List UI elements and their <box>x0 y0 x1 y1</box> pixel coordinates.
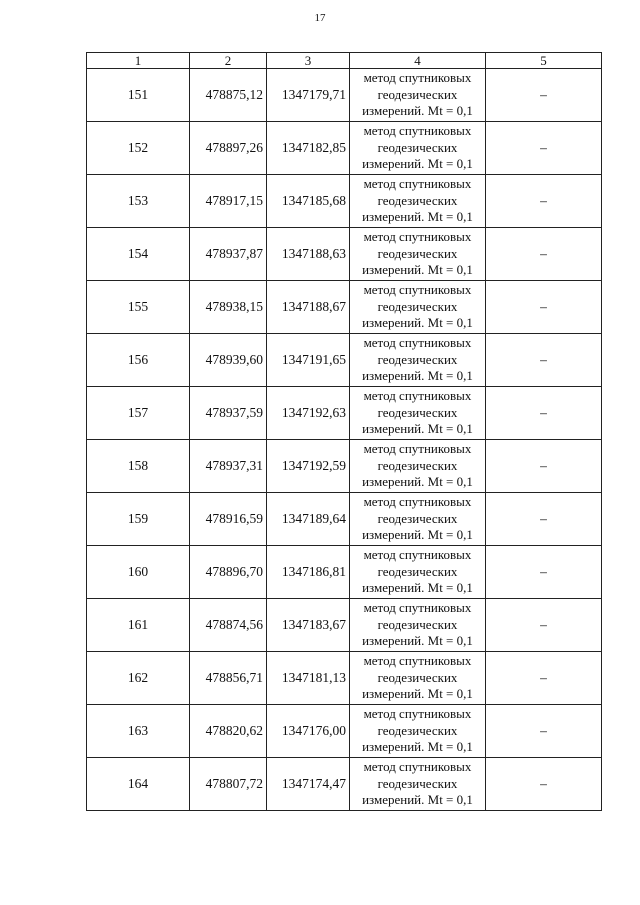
table-row <box>87 546 602 599</box>
note-cell: – <box>486 652 602 705</box>
coordinate-y: 1347192,59 <box>267 440 350 493</box>
point-number: 161 <box>87 599 190 652</box>
table-body <box>87 69 602 811</box>
note-cell: – <box>486 705 602 758</box>
coordinate-y: 1347182,85 <box>267 122 350 175</box>
method-line: измерений. Mt = 0,1 <box>362 527 473 543</box>
method-description <box>350 758 486 811</box>
point-number: 158 <box>87 440 190 493</box>
method-line: метод спутниковых <box>363 706 472 722</box>
coordinate-y: 1347186,81 <box>267 546 350 599</box>
method-line: измерений. Mt = 0,1 <box>362 792 473 808</box>
note-cell: – <box>486 440 602 493</box>
method-line: метод спутниковых <box>363 229 472 245</box>
coordinate-x: 478897,26 <box>190 122 267 175</box>
method-description <box>350 122 486 175</box>
method-description <box>350 546 486 599</box>
method-description <box>350 281 486 334</box>
note-cell: – <box>486 122 602 175</box>
method-line: метод спутниковых <box>363 70 472 86</box>
method-line: метод спутниковых <box>363 441 472 457</box>
method-line: геодезических <box>377 457 458 473</box>
coordinate-y: 1347191,65 <box>267 334 350 387</box>
coordinate-y: 1347188,67 <box>267 281 350 334</box>
method-line: геодезических <box>377 722 458 738</box>
method-line: измерений. Mt = 0,1 <box>362 421 473 437</box>
method-description <box>350 493 486 546</box>
coordinate-x: 478874,56 <box>190 599 267 652</box>
header-col-2: 2 <box>190 53 267 69</box>
table-row <box>87 599 602 652</box>
method-line: геодезических <box>377 351 458 367</box>
table-row <box>87 493 602 546</box>
table-row <box>87 705 602 758</box>
method-description <box>350 440 486 493</box>
method-line: геодезических <box>377 616 458 632</box>
point-number: 156 <box>87 334 190 387</box>
table-row <box>87 228 602 281</box>
method-description <box>350 652 486 705</box>
method-line: метод спутниковых <box>363 494 472 510</box>
point-number: 162 <box>87 652 190 705</box>
method-line: геодезических <box>377 404 458 420</box>
method-description <box>350 599 486 652</box>
method-line: геодезических <box>377 510 458 526</box>
coordinate-x: 478937,87 <box>190 228 267 281</box>
method-line: метод спутниковых <box>363 547 472 563</box>
coordinate-y: 1347189,64 <box>267 493 350 546</box>
table-row <box>87 440 602 493</box>
method-line: измерений. Mt = 0,1 <box>362 686 473 702</box>
method-line: измерений. Mt = 0,1 <box>362 209 473 225</box>
coordinate-y: 1347181,13 <box>267 652 350 705</box>
coordinate-x: 478916,59 <box>190 493 267 546</box>
method-line: измерений. Mt = 0,1 <box>362 474 473 490</box>
page-number: 17 <box>314 12 326 24</box>
method-line: геодезических <box>377 245 458 261</box>
method-description <box>350 69 486 122</box>
note-cell: – <box>486 493 602 546</box>
point-number: 159 <box>87 493 190 546</box>
table-row <box>87 758 602 811</box>
point-number: 163 <box>87 705 190 758</box>
method-line: измерений. Mt = 0,1 <box>362 739 473 755</box>
point-number: 154 <box>87 228 190 281</box>
method-line: метод спутниковых <box>363 759 472 775</box>
coordinate-x: 478820,62 <box>190 705 267 758</box>
coordinate-x: 478938,15 <box>190 281 267 334</box>
method-description <box>350 175 486 228</box>
coordinate-y: 1347185,68 <box>267 175 350 228</box>
point-number: 151 <box>87 69 190 122</box>
method-line: геодезических <box>377 563 458 579</box>
note-cell: – <box>486 599 602 652</box>
method-description <box>350 334 486 387</box>
note-cell: – <box>486 387 602 440</box>
method-line: геодезических <box>377 298 458 314</box>
table-row <box>87 281 602 334</box>
table-row <box>87 69 602 122</box>
method-line: метод спутниковых <box>363 123 472 139</box>
point-number: 152 <box>87 122 190 175</box>
note-cell: – <box>486 281 602 334</box>
coordinate-y: 1347179,71 <box>267 69 350 122</box>
point-number: 153 <box>87 175 190 228</box>
method-line: геодезических <box>377 139 458 155</box>
method-line: измерений. Mt = 0,1 <box>362 580 473 596</box>
method-line: измерений. Mt = 0,1 <box>362 262 473 278</box>
table-header-row <box>87 53 602 69</box>
point-number: 155 <box>87 281 190 334</box>
coordinate-x: 478939,60 <box>190 334 267 387</box>
header-col-4: 4 <box>350 53 486 69</box>
method-line: геодезических <box>377 669 458 685</box>
method-line: измерений. Mt = 0,1 <box>362 368 473 384</box>
note-cell: – <box>486 758 602 811</box>
method-line: измерений. Mt = 0,1 <box>362 315 473 331</box>
coordinate-y: 1347176,00 <box>267 705 350 758</box>
point-number: 157 <box>87 387 190 440</box>
coordinate-x: 478937,31 <box>190 440 267 493</box>
method-line: измерений. Mt = 0,1 <box>362 103 473 119</box>
table-row <box>87 652 602 705</box>
point-number: 164 <box>87 758 190 811</box>
method-line: метод спутниковых <box>363 282 472 298</box>
method-line: измерений. Mt = 0,1 <box>362 156 473 172</box>
method-line: геодезических <box>377 86 458 102</box>
coordinate-x: 478896,70 <box>190 546 267 599</box>
table-row <box>87 122 602 175</box>
header-col-1: 1 <box>87 53 190 69</box>
header-col-5: 5 <box>486 53 602 69</box>
coordinate-x: 478937,59 <box>190 387 267 440</box>
note-cell: – <box>486 69 602 122</box>
note-cell: – <box>486 175 602 228</box>
method-line: геодезических <box>377 775 458 791</box>
point-number: 160 <box>87 546 190 599</box>
method-line: метод спутниковых <box>363 653 472 669</box>
method-line: метод спутниковых <box>363 600 472 616</box>
coordinate-y: 1347192,63 <box>267 387 350 440</box>
coordinate-x: 478807,72 <box>190 758 267 811</box>
method-line: метод спутниковых <box>363 335 472 351</box>
method-description <box>350 228 486 281</box>
coordinate-x: 478875,12 <box>190 69 267 122</box>
method-line: метод спутниковых <box>363 176 472 192</box>
note-cell: – <box>486 334 602 387</box>
coordinate-y: 1347174,47 <box>267 758 350 811</box>
coordinate-x: 478856,71 <box>190 652 267 705</box>
method-line: измерений. Mt = 0,1 <box>362 633 473 649</box>
note-cell: – <box>486 546 602 599</box>
method-line: метод спутниковых <box>363 388 472 404</box>
coordinate-x: 478917,15 <box>190 175 267 228</box>
table-row <box>87 175 602 228</box>
note-cell: – <box>486 228 602 281</box>
table-row <box>87 387 602 440</box>
coordinate-y: 1347183,67 <box>267 599 350 652</box>
method-description <box>350 387 486 440</box>
table-row <box>87 334 602 387</box>
method-description <box>350 705 486 758</box>
header-col-3: 3 <box>267 53 350 69</box>
method-line: геодезических <box>377 192 458 208</box>
coordinate-y: 1347188,63 <box>267 228 350 281</box>
coordinates-table <box>86 52 602 811</box>
